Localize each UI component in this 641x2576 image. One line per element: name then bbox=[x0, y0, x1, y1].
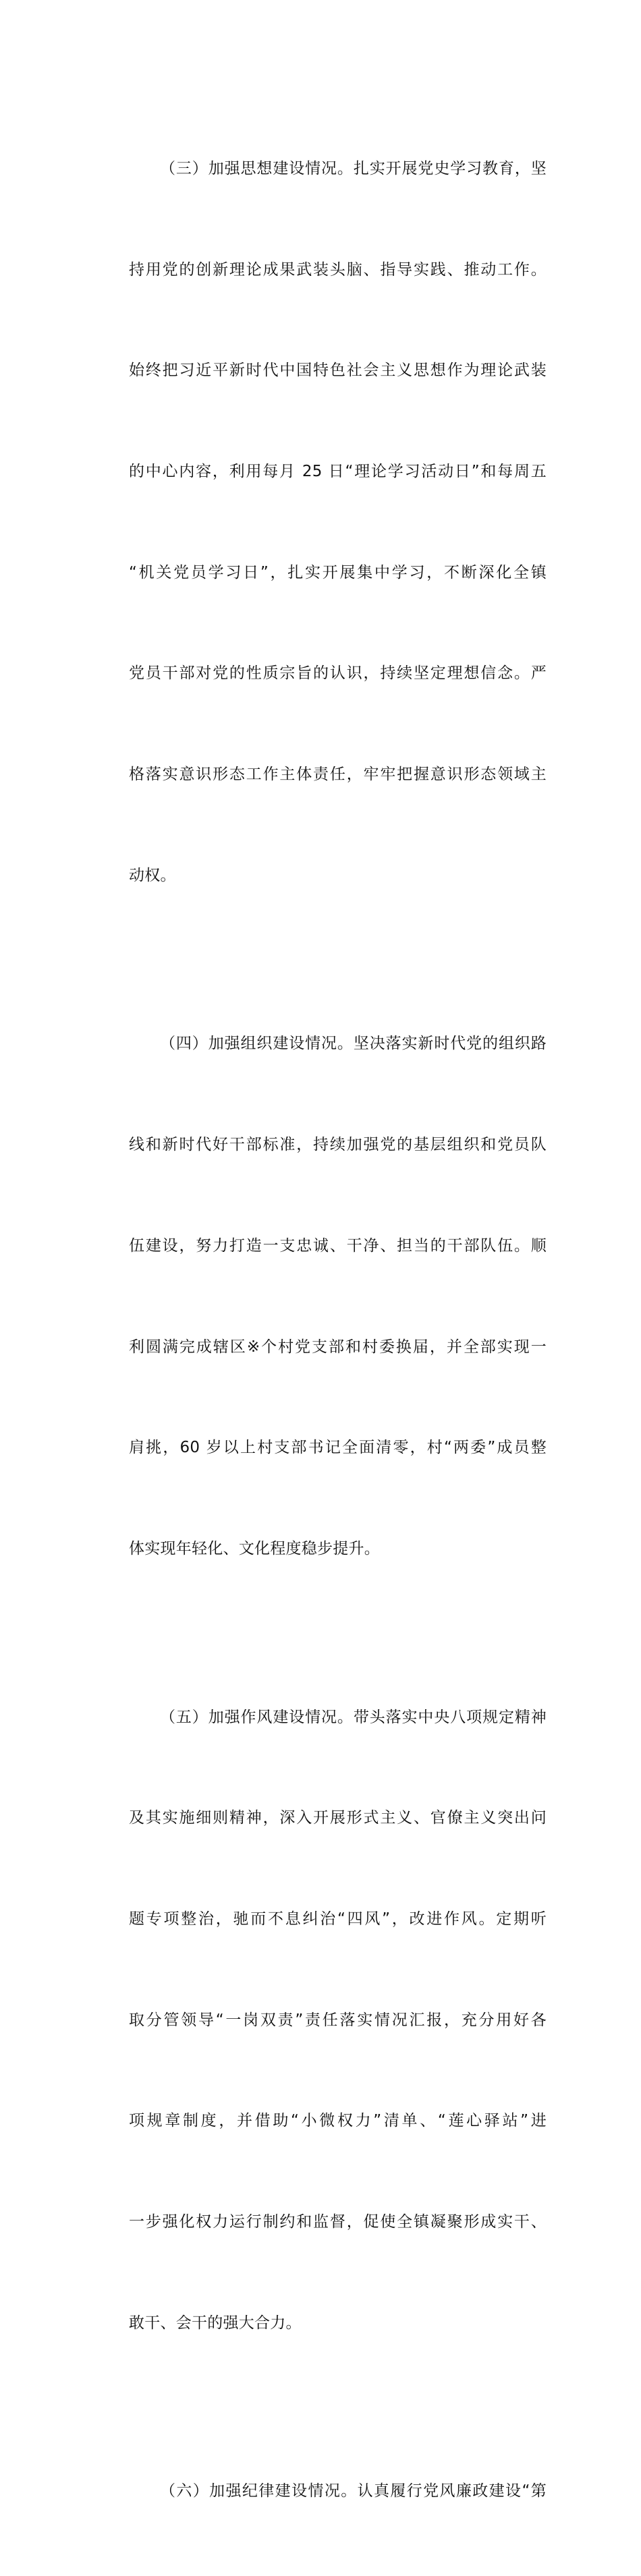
paragraph-line: （五）加强作风建设情况。带头落实中央八项规定精神 bbox=[160, 1708, 547, 1726]
document-body bbox=[98, 85, 547, 2576]
paragraph-line: （六）加强纪律建设情况。认真履行党风廉政建设“第 bbox=[160, 2482, 547, 2500]
paragraph-line: 持用党的创新理论成果武装头脑、指导实践、推动工作。 bbox=[129, 260, 547, 279]
paragraph-line: 敢干、会干的强大合力。 bbox=[129, 2314, 302, 2332]
paragraph-line: 始终把习近平新时代中国特色社会主义思想作为理论武装 bbox=[129, 362, 547, 380]
paragraph-line: 的中心内容，利用每月 25 日“理论学习活动日”和每周五 bbox=[129, 462, 547, 480]
paragraph-line: 题专项整治，驰而不息纠治“四风”，改进作风。定期听 bbox=[129, 1910, 547, 1928]
paragraph-line: 体实现年轻化、文化程度稳步提升。 bbox=[129, 1539, 380, 1557]
paragraph-line: 及其实施细则精神，深入开展形式主义、官僚主义突出问 bbox=[129, 1809, 547, 1827]
paragraph-section-3 bbox=[98, 85, 547, 961]
paragraph-line: 项规章制度，并借助“小微权力”清单、“莲心驿站”进 bbox=[129, 2112, 547, 2130]
paragraph-line: 党员干部对党的性质宗旨的认识，持续坚定理想信念。严 bbox=[129, 664, 547, 683]
paragraph-line: 动权。 bbox=[129, 866, 176, 884]
paragraph-section-4 bbox=[98, 961, 547, 1634]
paragraph-line: 取分管领导“一岗双责”责任落实情况汇报，充分用好各 bbox=[129, 2011, 547, 2029]
paragraph-line: 伍建设，努力打造一支忠诚、干净、担当的干部队伍。顺 bbox=[129, 1236, 547, 1255]
paragraph-line: 线和新时代好干部标准，持续加强党的基层组织和党员队 bbox=[129, 1136, 547, 1154]
paragraph-line: 利圆满完成辖区※个村党支部和村委换届，并全部实现一 bbox=[129, 1338, 547, 1356]
paragraph-line: 格落实意识形态工作主体责任，牢牢把握意识形态领域主 bbox=[129, 766, 547, 784]
paragraph-line: 肩挑，60 岁以上村支部书记全面清零，村“两委”成员整 bbox=[129, 1439, 547, 1457]
paragraph-line: （三）加强思想建设情况。扎实开展党史学习教育，坚 bbox=[160, 159, 547, 177]
paragraph-line: 一步强化权力运行制约和监督，促使全镇凝聚形成实干、 bbox=[129, 2213, 547, 2231]
paragraph-line: “机关党员学习日”，扎实开展集中学习，不断深化全镇 bbox=[129, 563, 547, 581]
paragraph-section-6 bbox=[98, 2408, 547, 2576]
paragraph-section-5 bbox=[98, 1634, 547, 2408]
paragraph-line: （四）加强组织建设情况。坚决落实新时代党的组织路 bbox=[160, 1035, 547, 1053]
